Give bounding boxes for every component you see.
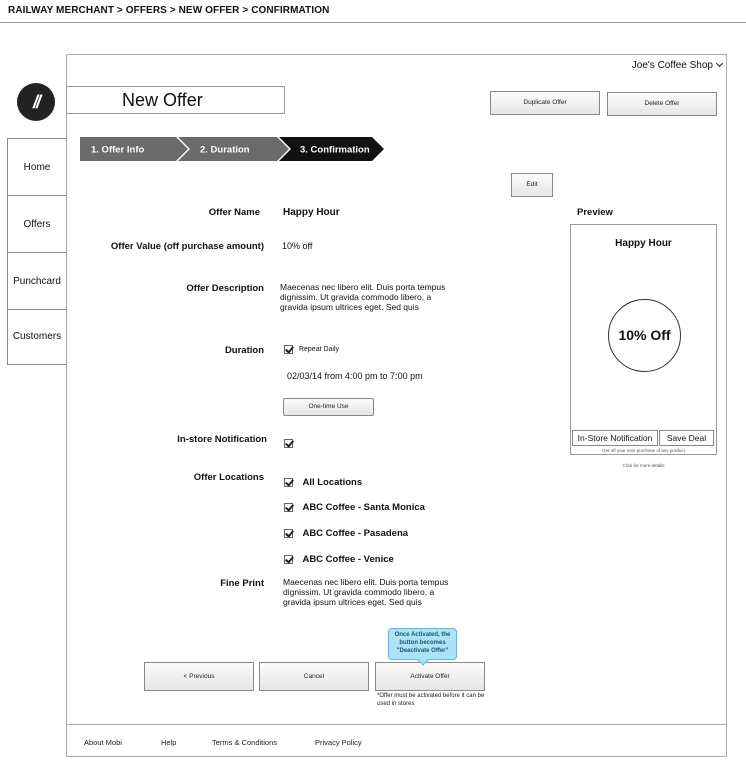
footer-link-about[interactable]: About Mobi: [84, 738, 122, 747]
shop-selector-label: Joe's Coffee Shop: [631, 60, 713, 71]
location-checkbox[interactable]: [284, 555, 293, 564]
fine-print-label: Fine Print: [220, 578, 264, 589]
footer-divider: [67, 724, 726, 725]
step-wizard: [80, 137, 390, 161]
edit-button[interactable]: Edit: [511, 173, 553, 197]
delete-offer-button[interactable]: Delete Offer: [607, 92, 717, 116]
header-divider: [0, 22, 746, 23]
offer-value: 10% off: [282, 241, 313, 251]
offer-value-label: Offer Value (off purchase amount): [110, 241, 264, 252]
cancel-button[interactable]: Cancel: [259, 662, 369, 691]
step-offer-info[interactable]: [80, 137, 188, 161]
offer-name-label: Offer Name: [208, 207, 260, 218]
activation-tooltip: Once Activated, the button becomes "Deactivate Offer": [388, 628, 457, 660]
location-item: [284, 474, 362, 492]
location-item: [284, 499, 425, 517]
footer-link-terms[interactable]: Terms & Conditions: [212, 738, 278, 747]
chevron-down-icon: [716, 60, 723, 67]
preview-discount-badge: 10% Off: [608, 299, 681, 372]
location-label: ABC Coffee - Santa Monica: [302, 502, 425, 514]
repeat-daily-label: Repeat Daily: [298, 346, 340, 353]
step-offer-info-label: 1. Offer Info: [91, 144, 145, 156]
notification-label: In-store Notification: [177, 434, 267, 445]
schedule-text: 02/03/14 from 4:00 pm to 7:00 pm: [287, 371, 423, 381]
one-time-use-button[interactable]: One-time Use: [283, 398, 374, 416]
preview-title: Happy Hour: [615, 238, 672, 249]
offer-description-label: Offer Description: [186, 283, 264, 294]
location-label: ABC Coffee - Venice: [302, 554, 394, 566]
step-confirmation[interactable]: [279, 137, 384, 161]
preview-label: Preview: [577, 207, 613, 218]
activate-offer-button[interactable]: Activate Offer: [375, 662, 485, 691]
step-duration[interactable]: [178, 137, 289, 161]
offer-locations-label: Offer Locations: [193, 472, 264, 483]
duration-label: Duration: [224, 345, 264, 356]
step-duration-label: 2. Duration: [200, 144, 250, 156]
notification-row: [284, 435, 293, 453]
footer-link-privacy[interactable]: Privacy Policy: [315, 738, 362, 747]
logo[interactable]: //: [17, 83, 55, 121]
activation-note: *Offer must be activated before it can be used in stores: [377, 693, 485, 707]
offer-description: Maecenas nec libero elit. Duis porta tempus dignissim. Ut gravida commodo libero, a gravida ipsum ultrices eget. Sed quis: [280, 282, 446, 312]
preview-save-deal-button[interactable]: Save Deal: [659, 430, 714, 446]
preview-sub-text: Get off your next purchase of any product: [602, 448, 685, 453]
duplicate-offer-button[interactable]: Duplicate Offer: [490, 91, 600, 115]
breadcrumb: RAILWAY MERCHANT > OFFERS > NEW OFFER > CONFIRMATION: [8, 5, 330, 16]
location-checkbox[interactable]: [284, 503, 293, 512]
preview-notification-button[interactable]: In-Store Notification: [572, 430, 658, 446]
sidebar-item-offers[interactable]: Offers: [8, 196, 66, 253]
sidebar-item-punchcard[interactable]: Punchcard: [8, 253, 66, 310]
sidebar-item-customers[interactable]: Customers: [12, 331, 62, 342]
location-item: [284, 551, 394, 569]
fine-print: Maecenas nec libero elit. Duis porta tempus dignissim. Ut gravida commodo libero, a gravida ipsum ultrices eget. Sed quis: [283, 577, 449, 607]
location-item: [284, 525, 408, 543]
sidebar-item-home[interactable]: Home: [8, 139, 66, 196]
repeat-daily-checkbox[interactable]: [284, 345, 293, 354]
previous-button[interactable]: < Previous: [144, 662, 254, 691]
step-confirmation-label: 3. Confirmation: [300, 144, 370, 156]
shop-selector[interactable]: [632, 60, 722, 71]
repeat-daily-row: [284, 345, 339, 354]
location-label: ABC Coffee - Pasadena: [302, 528, 409, 540]
location-checkbox[interactable]: [284, 478, 293, 487]
page-title: New Offer: [66, 86, 285, 114]
offer-name-value: Happy Hour: [283, 207, 340, 218]
location-label: All Locations: [302, 477, 363, 489]
preview-more-details[interactable]: Click for more details: [622, 463, 665, 468]
footer-link-help[interactable]: Help: [161, 738, 177, 747]
location-checkbox[interactable]: [284, 529, 293, 538]
notification-checkbox[interactable]: [284, 439, 293, 448]
